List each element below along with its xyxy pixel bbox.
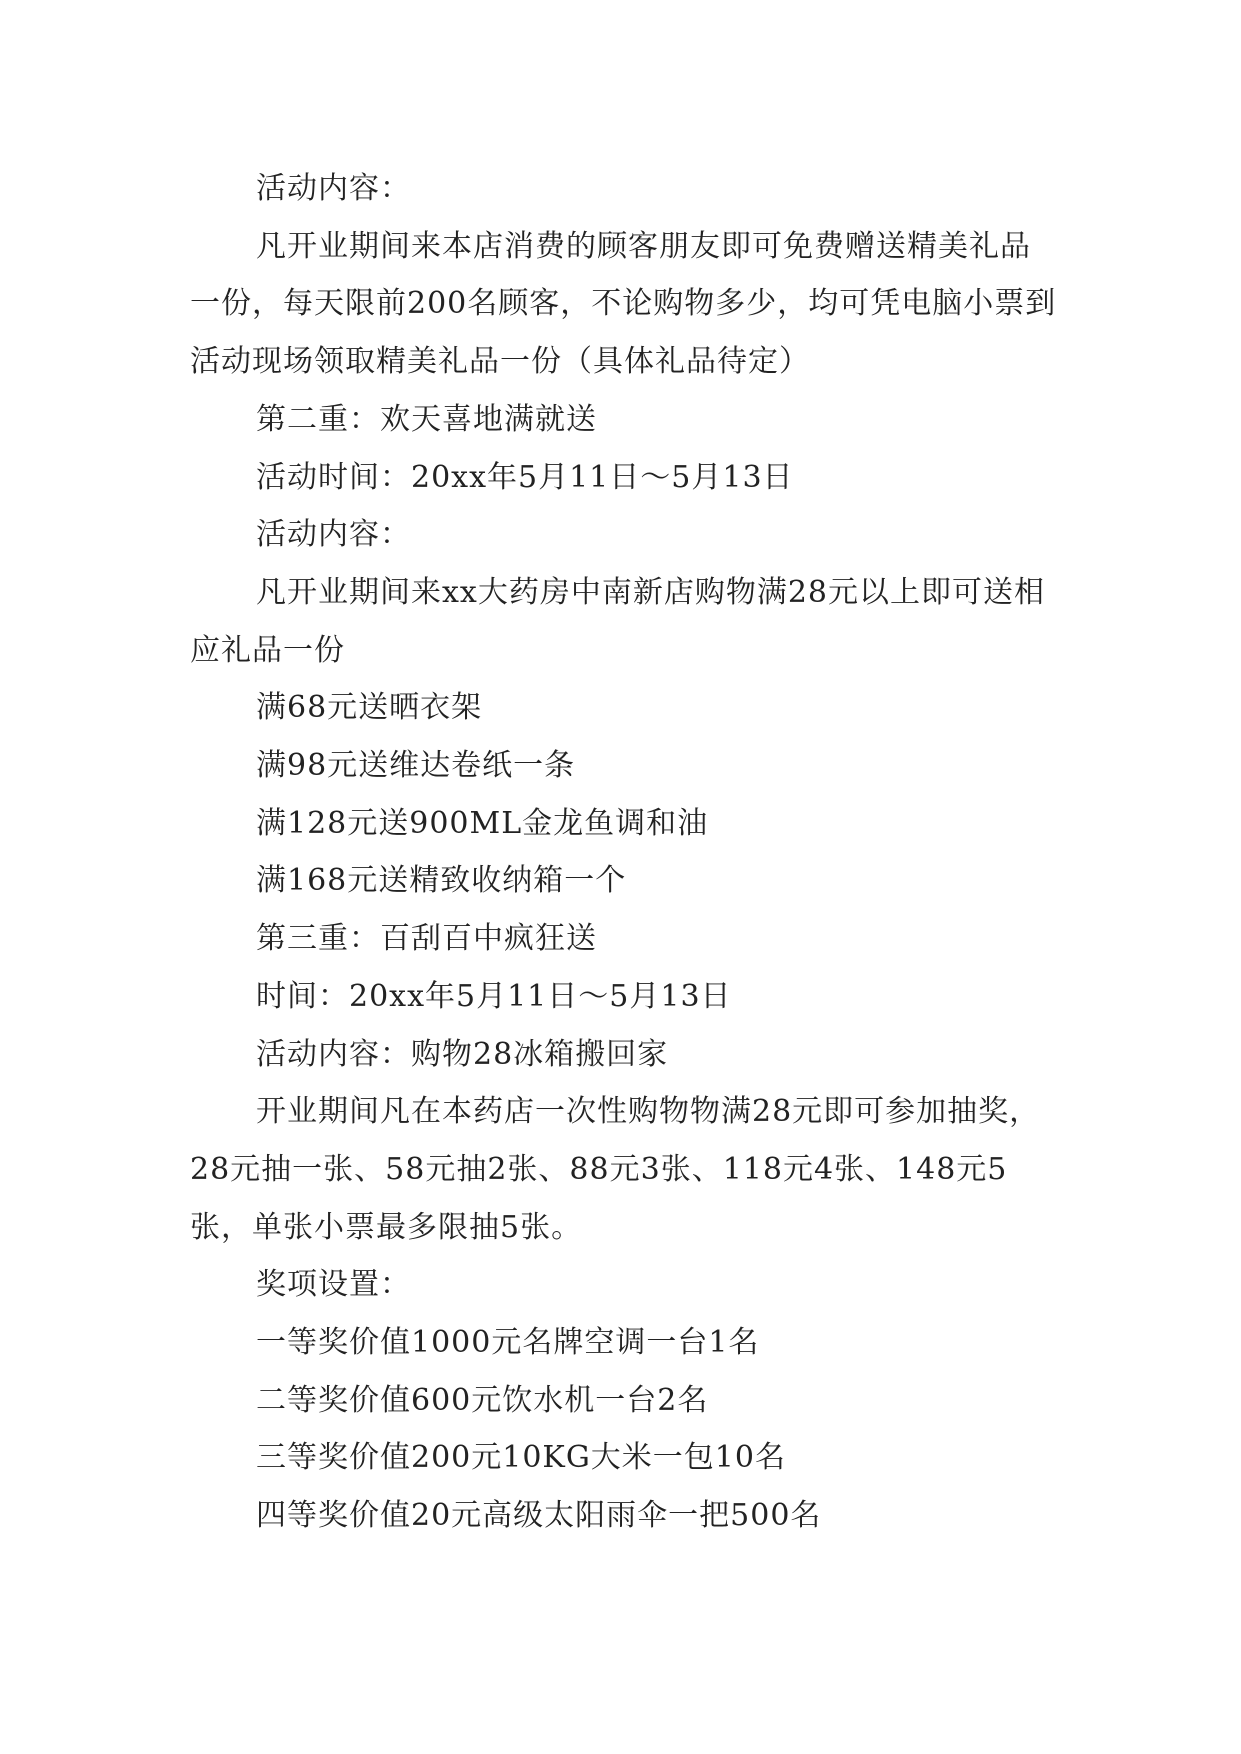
paragraph-15: 奖项设置： xyxy=(256,1267,411,1303)
paragraph-8: 满98元送维达卷纸一条 xyxy=(256,748,576,784)
paragraph-1: 活动内容： xyxy=(256,171,411,206)
paragraph-5: 活动内容： xyxy=(256,517,411,553)
paragraph-10: 满168元送精致收纳箱一个 xyxy=(256,863,627,899)
paragraph-18: 三等奖价值200元10KG大米一包10名 xyxy=(256,1440,786,1476)
paragraph-11: 第三重：百刮百中疯狂送 xyxy=(256,921,597,957)
paragraph-14: 开业期间凡在本药店一次性购物物满28元即可参加抽奖，28元抽一张、58元抽2张、88元3张、118元4张、148元5张，单张小票最多限抽5张。 xyxy=(190,1094,1041,1245)
document-body xyxy=(190,160,1060,1545)
paragraph-16: 一等奖价值1000元名牌空调一台1名 xyxy=(256,1325,760,1361)
paragraph-4: 活动时间：20xx年5月11日～5月13日 xyxy=(256,459,794,495)
paragraph-7: 满68元送晒衣架 xyxy=(256,690,483,726)
paragraph-3: 第二重：欢天喜地满就送 xyxy=(256,401,597,437)
paragraph-13: 活动内容：购物28冰箱搬回家 xyxy=(256,1036,669,1072)
paragraph-17: 二等奖价值600元饮水机一台2名 xyxy=(256,1382,709,1418)
paragraph-6: 凡开业期间来xx大药房中南新店购物满28元以上即可送相应礼品一份 xyxy=(190,574,1046,668)
paragraph-19: 四等奖价值20元高级太阳雨伞一把500名 xyxy=(256,1498,822,1534)
paragraph-2: 凡开业期间来本店消费的顾客朋友即可免费赠送精美礼品一份，每天限前200名顾客，不论购物多少，均可凭电脑小票到活动现场领取精美礼品一份（具体礼品待定） xyxy=(190,228,1057,380)
paragraph-12: 时间：20xx年5月11日～5月13日 xyxy=(256,978,732,1014)
paragraph-9: 满128元送900ML金龙鱼调和油 xyxy=(256,805,709,841)
